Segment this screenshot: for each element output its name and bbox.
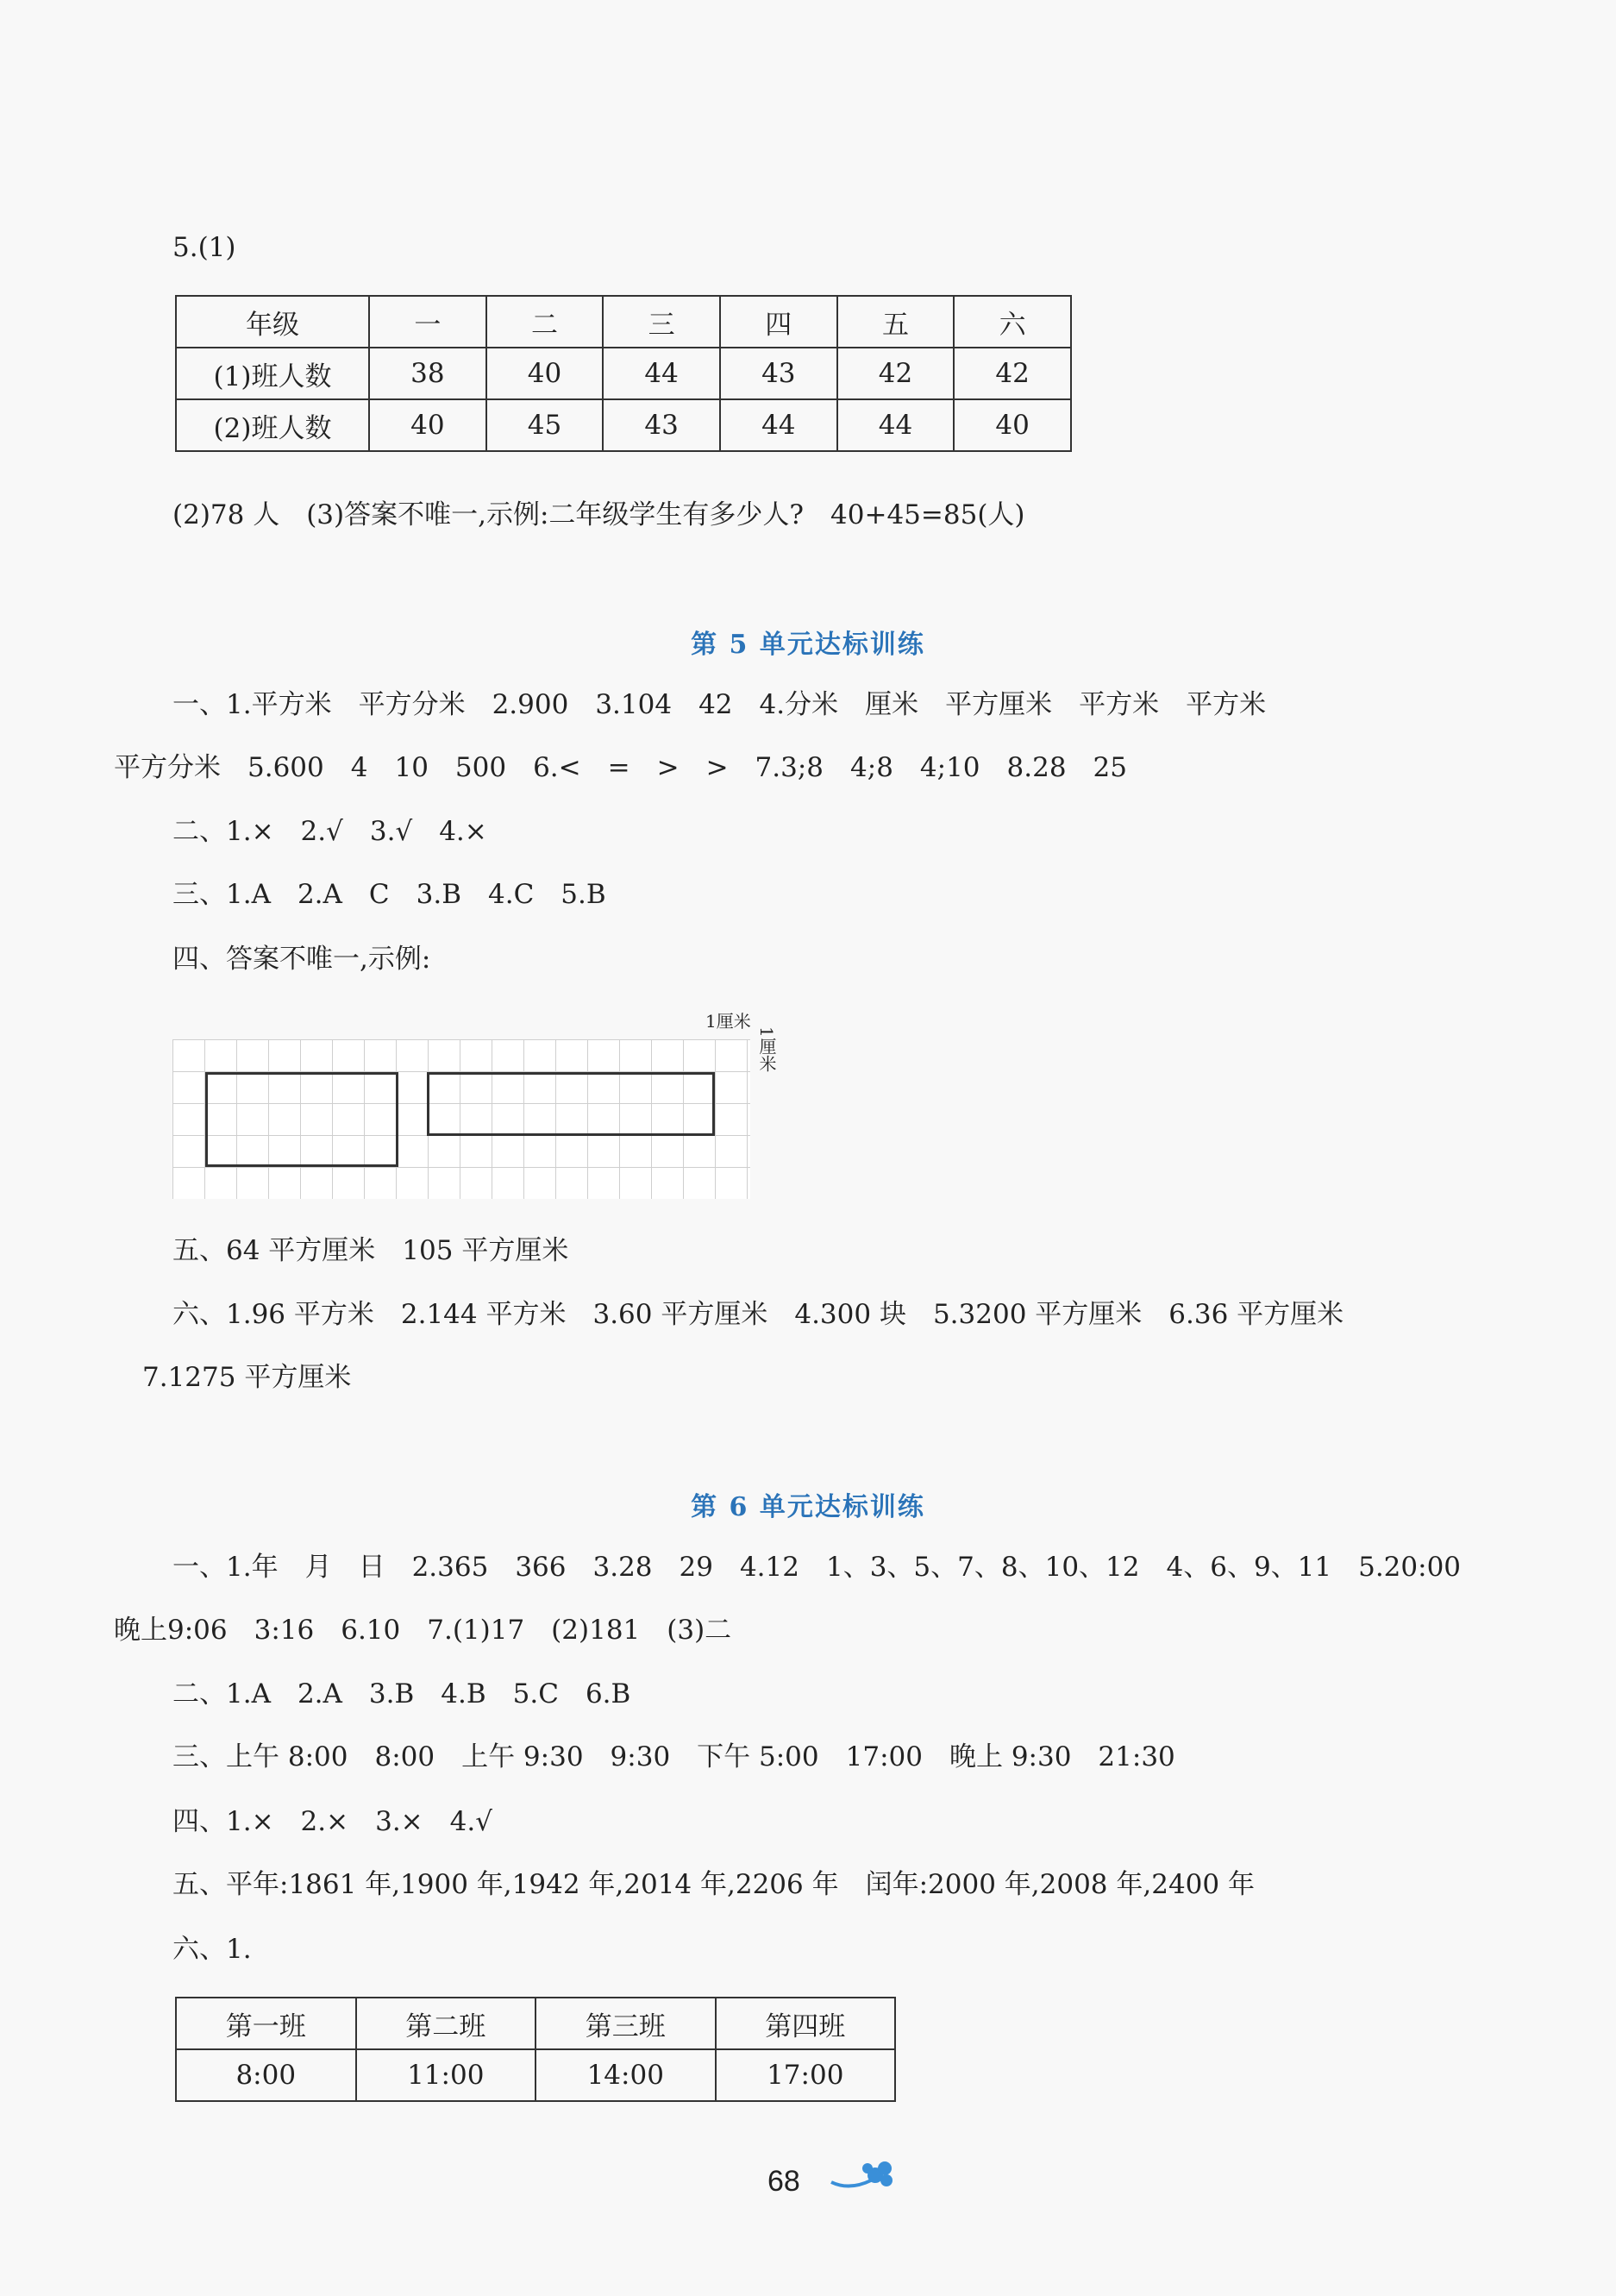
unit6-line-2: 晚上9:06 3:16 6.10 7.(1)17 (2)181 (3)二 (114, 1615, 732, 1646)
flower-decoration-icon (828, 2156, 897, 2199)
table-cell: 43 (603, 399, 720, 451)
table-row (176, 348, 1071, 399)
unit6-line-5: 四、1.× 2.× 3.× 4.√ (172, 1806, 492, 1837)
unit5-line-5: 四、答案不唯一,示例: (172, 944, 431, 975)
unit5-line-1: 一、1.平方米 平方分米 2.900 3.104 42 4.分米 厘米 平方厘米 平方米 平方米 (172, 689, 1267, 720)
table-cell: 43 (720, 348, 837, 399)
table-cell: 14:00 (536, 2049, 716, 2101)
table-cell: 一 (369, 296, 486, 348)
shift-time-table (175, 1997, 896, 2102)
table-cell: 六 (954, 296, 1071, 348)
unit5-line-4: 三、1.A 2.A C 3.B 4.C 5.B (172, 879, 606, 910)
q5-answer: (2)78 人 (3)答案不唯一,示例:二年级学生有多少人? 40+45=85(人) (172, 499, 1025, 530)
table-cell: (2)班人数 (176, 399, 369, 451)
table-cell: 44 (837, 399, 955, 451)
table-cell: 第三班 (536, 1998, 716, 2049)
table-cell: (1)班人数 (176, 348, 369, 399)
unit5-line-3: 二、1.× 2.√ 3.√ 4.× (172, 816, 487, 847)
unit5-line-6: 五、64 平方厘米 105 平方厘米 (172, 1235, 569, 1266)
unit5-line-2: 平方分米 5.600 4 10 500 6.< = > > 7.3;8 4;8 4;10 8.28 25 (114, 752, 1128, 783)
table-cell: 42 (954, 348, 1071, 399)
table-cell: 第四班 (716, 1998, 896, 2049)
unit6-line-6: 五、平年:1861 年,1900 年,1942 年,2014 年,2206 年 闰年:2000 年,2008 年,2400 年 (172, 1869, 1255, 1900)
table-cell: 17:00 (716, 2049, 896, 2101)
table-row (176, 2049, 895, 2101)
table-cell: 年级 (176, 296, 369, 348)
table-cell: 11:00 (356, 2049, 536, 2101)
table-header-row (176, 296, 1071, 348)
table-cell: 42 (837, 348, 955, 399)
unit5-line-8: 7.1275 平方厘米 (142, 1362, 352, 1393)
table-cell: 44 (603, 348, 720, 399)
unit-label-horizontal: 1厘米 (705, 1011, 751, 1032)
table-cell: 38 (369, 348, 486, 399)
rectangle-shape (205, 1072, 398, 1167)
unit5-line-7: 六、1.96 平方米 2.144 平方米 3.60 平方厘米 4.300 块 5.3200 平方厘米 6.36 平方厘米 (172, 1299, 1344, 1330)
table-cell: 8:00 (176, 2049, 356, 2101)
unit6-line-1: 一、1.年 月 日 2.365 366 3.28 29 4.12 1、3、5、7、8、10、12 4、6、9、11 5.20:00 (172, 1552, 1462, 1583)
table-cell: 44 (720, 399, 837, 451)
table-cell: 40 (954, 399, 1071, 451)
table-row (176, 399, 1071, 451)
table-cell: 45 (486, 399, 604, 451)
table-header-row (176, 1998, 895, 2049)
table-cell: 五 (837, 296, 955, 348)
table-cell: 第二班 (356, 1998, 536, 2049)
table-cell: 40 (486, 348, 604, 399)
q5-label: 5.(1) (172, 232, 236, 263)
class-size-table (175, 295, 1072, 452)
table-cell: 第一班 (176, 1998, 356, 2049)
table-cell: 40 (369, 399, 486, 451)
unit6-line-7: 六、1. (172, 1934, 252, 1965)
unit6-line-4: 三、上午 8:00 8:00 上午 9:30 9:30 下午 5:00 17:00 晚上 9:30 21:30 (172, 1741, 1175, 1772)
table-cell: 四 (720, 296, 837, 348)
unit-label-vertical: 1厘米 (756, 1026, 777, 1072)
rectangle-shape (427, 1072, 715, 1136)
unit5-title: 第 5 单元达标训练 (691, 630, 925, 660)
table-cell: 二 (486, 296, 604, 348)
unit6-title: 第 6 单元达标训练 (691, 1492, 925, 1522)
table-cell: 三 (603, 296, 720, 348)
page-number: 68 (767, 2165, 800, 2198)
unit6-line-3: 二、1.A 2.A 3.B 4.B 5.C 6.B (172, 1678, 631, 1709)
